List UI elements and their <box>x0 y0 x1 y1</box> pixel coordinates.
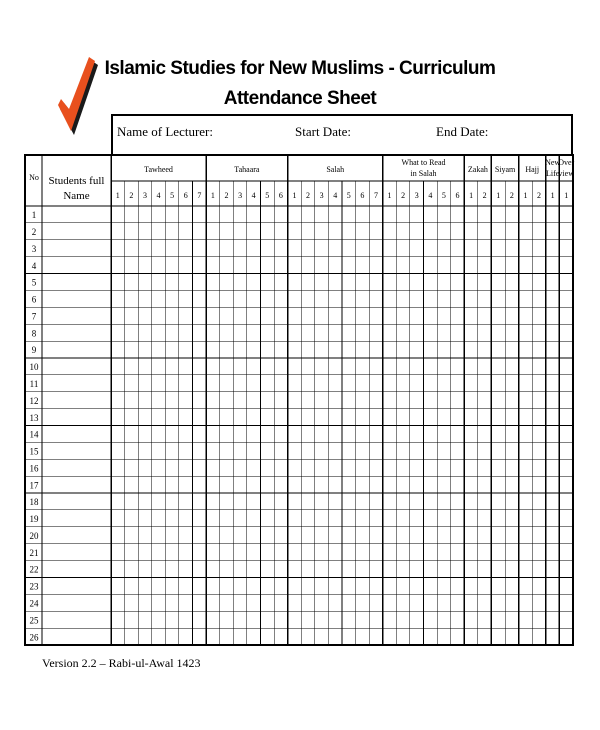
no-header-label: No <box>29 173 39 182</box>
session-number: 3 <box>414 191 419 200</box>
session-number: 3 <box>319 191 324 200</box>
session-number: 2 <box>482 191 487 200</box>
session-number: 2 <box>306 191 311 200</box>
row-number: 25 <box>29 615 39 626</box>
session-number: 1 <box>292 191 297 200</box>
group-label: Hajj <box>525 165 540 174</box>
session-number: 2 <box>129 191 134 200</box>
title-line-1: Islamic Studies for New Muslims - Curriculum <box>104 58 496 79</box>
title-line-2: Attendance Sheet <box>223 88 377 109</box>
name-header-label-2: Name <box>63 190 90 202</box>
session-number: 1 <box>496 191 501 200</box>
row-number: 21 <box>29 547 39 558</box>
session-number: 4 <box>333 191 338 200</box>
group-label-line-1: New <box>545 158 561 167</box>
row-number: 4 <box>31 260 37 271</box>
row-number: 23 <box>29 581 39 592</box>
session-number: 2 <box>401 191 406 200</box>
row-number: 3 <box>31 243 37 254</box>
row-number: 13 <box>29 412 39 423</box>
session-number: 2 <box>509 191 514 200</box>
row-number: 10 <box>29 362 39 373</box>
group-label: Salah <box>326 165 345 174</box>
end-date-label: End Date: <box>436 124 489 139</box>
group-label-line-1: Over <box>558 158 575 167</box>
group-label: Tawheed <box>144 165 173 174</box>
group-label: Zakah <box>467 165 488 174</box>
row-number: 8 <box>31 328 37 339</box>
session-number: 6 <box>183 191 188 200</box>
row-number: 24 <box>29 598 39 609</box>
session-number: 1 <box>387 191 392 200</box>
session-number: 6 <box>278 191 283 200</box>
session-number: 4 <box>428 191 433 200</box>
session-number: 4 <box>156 191 161 200</box>
row-number: 11 <box>29 379 39 390</box>
row-number: 16 <box>29 463 39 474</box>
session-number: 2 <box>537 191 542 200</box>
row-number: 1 <box>31 210 37 221</box>
attendance-table <box>24 154 575 647</box>
session-number: 6 <box>360 191 365 200</box>
row-number: 22 <box>29 564 39 575</box>
session-number: 1 <box>564 191 569 200</box>
row-number: 15 <box>29 446 39 457</box>
lecturer-info-box <box>111 114 573 154</box>
session-number: 5 <box>441 191 446 200</box>
start-date-label: Start Date: <box>295 124 351 139</box>
session-number: 7 <box>197 191 202 200</box>
session-number: 7 <box>373 191 378 200</box>
row-number: 18 <box>29 497 39 508</box>
session-number: 1 <box>469 191 474 200</box>
group-label-line-2: view <box>558 169 574 178</box>
session-number: 1 <box>550 191 555 200</box>
session-number: 6 <box>455 191 460 200</box>
session-number: 2 <box>224 191 229 200</box>
session-number: 5 <box>170 191 175 200</box>
row-number: 5 <box>31 277 37 288</box>
group-label-line-1: What to Read <box>401 158 446 167</box>
group-label: Siyam <box>494 165 516 174</box>
row-number: 7 <box>31 311 37 322</box>
row-number: 6 <box>31 294 37 305</box>
session-number: 5 <box>265 191 270 200</box>
version-footer: Version 2.2 – Rabi-ul-Awal 1423 <box>42 656 201 670</box>
row-number: 20 <box>29 530 39 541</box>
row-number: 19 <box>29 514 39 525</box>
session-number: 3 <box>142 191 147 200</box>
session-number: 4 <box>251 191 256 200</box>
session-number: 1 <box>115 191 120 200</box>
lecturer-name-label: Name of Lecturer: <box>117 124 214 139</box>
group-label: Tahaara <box>234 165 260 174</box>
session-number: 3 <box>238 191 243 200</box>
session-number: 1 <box>523 191 528 200</box>
session-number: 5 <box>346 191 351 200</box>
row-number: 17 <box>29 480 39 491</box>
row-number: 12 <box>29 395 39 406</box>
row-number: 14 <box>29 429 39 440</box>
group-label-line-2: Life <box>545 169 560 178</box>
group-label-line-2: in Salah <box>410 169 437 178</box>
row-number: 2 <box>31 227 37 238</box>
session-number: 1 <box>210 191 215 200</box>
row-number: 9 <box>31 345 37 356</box>
row-number: 26 <box>29 632 39 643</box>
name-header-label-1: Students full <box>48 175 105 187</box>
